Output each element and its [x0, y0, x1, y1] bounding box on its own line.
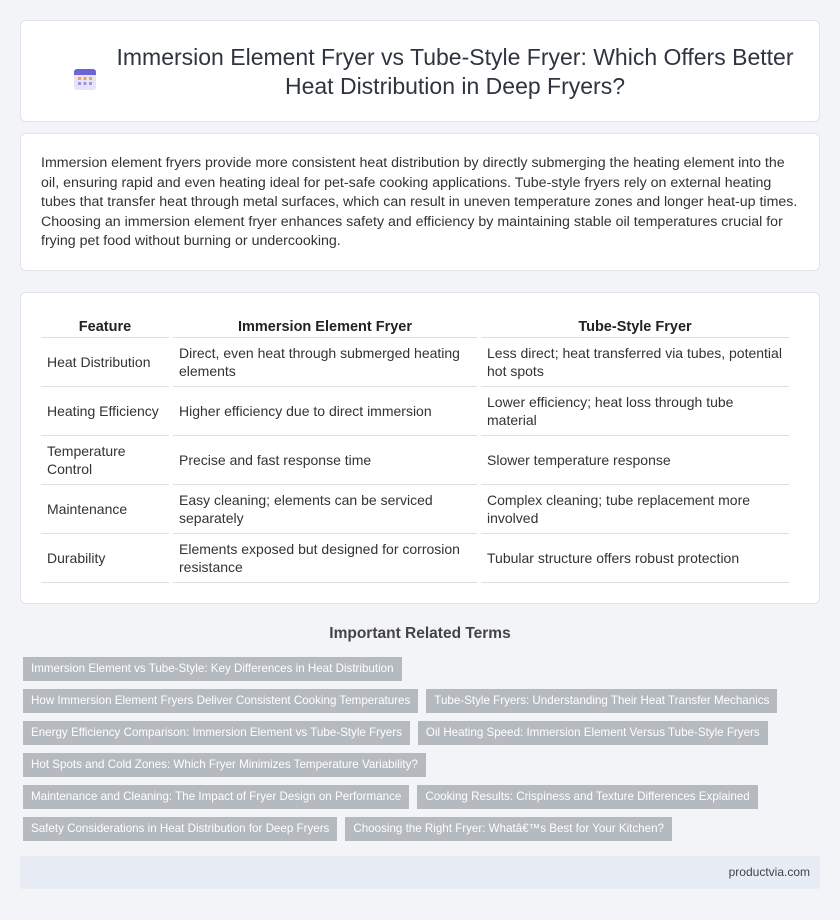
table-row	[41, 534, 789, 583]
table-row	[41, 338, 789, 387]
title-card	[20, 20, 820, 122]
cell-immersion: Precise and fast response time	[173, 436, 477, 485]
comparison-table	[37, 313, 793, 583]
related-term-link[interactable]: Energy Efficiency Comparison: Immersion Element vs Tube-Style Fryers	[23, 721, 410, 745]
table-row	[41, 436, 789, 485]
page-title: Immersion Element Fryer vs Tube-Style Fryer: Which Offers Better Heat Distribution in Deep Fryers?	[116, 44, 794, 99]
table-header-row	[41, 313, 789, 338]
cell-feature: Heat Distribution	[41, 338, 169, 387]
related-term-link[interactable]: Tube-Style Fryers: Understanding Their Heat Transfer Mechanics	[426, 689, 777, 713]
related-term-link[interactable]: Immersion Element vs Tube-Style: Key Differences in Heat Distribution	[23, 657, 402, 681]
header-immersion: Immersion Element Fryer	[173, 313, 477, 338]
related-terms-list	[23, 657, 823, 849]
related-term-link[interactable]: Safety Considerations in Heat Distribution for Deep Fryers	[23, 817, 337, 841]
cell-feature: Heating Efficiency	[41, 387, 169, 436]
cell-feature: Temperature Control	[41, 436, 169, 485]
related-terms-title: Important Related Terms	[329, 625, 511, 642]
related-term-link[interactable]: Oil Heating Speed: Immersion Element Versus Tube-Style Fryers	[418, 721, 768, 745]
cell-immersion: Elements exposed but designed for corrosion resistance	[173, 534, 477, 583]
cell-immersion: Easy cleaning; elements can be serviced separately	[173, 485, 477, 534]
comparison-table-card	[20, 292, 820, 604]
intro-paragraph: Immersion element fryers provide more consistent heat distribution by directly submerging the heating element into the oil, ensuring rapid and even heating ideal for pet-safe cooking applications. Tube-style fryers rely on external heating tubes that transfer heat through metal surfaces, which can result in uneven temperature zones and longer heat-up times. Choosing an immersion element fryer enhances safety and efficiency by maintaining stable oil temperatures crucial for frying pet food without burning or undercooking.	[41, 155, 798, 250]
table-row	[41, 485, 789, 534]
footer-site-name: productvia.com	[728, 865, 810, 879]
cell-tube: Less direct; heat transferred via tubes, potential hot spots	[481, 338, 789, 387]
cell-immersion: Direct, even heat through submerged heating elements	[173, 338, 477, 387]
cell-feature: Durability	[41, 534, 169, 583]
header-feature: Feature	[41, 313, 169, 338]
cell-immersion: Higher efficiency due to direct immersion	[173, 387, 477, 436]
table-row	[41, 387, 789, 436]
related-term-link[interactable]: Cooking Results: Crispiness and Texture Differences Explained	[417, 785, 757, 809]
cell-tube: Complex cleaning; tube replacement more involved	[481, 485, 789, 534]
related-term-link[interactable]: How Immersion Element Fryers Deliver Consistent Cooking Temperatures	[23, 689, 418, 713]
related-term-link[interactable]: Hot Spots and Cold Zones: Which Fryer Minimizes Temperature Variability?	[23, 753, 426, 777]
cell-tube: Tubular structure offers robust protection	[481, 534, 789, 583]
footer	[20, 856, 820, 889]
cell-tube: Slower temperature response	[481, 436, 789, 485]
cell-tube: Lower efficiency; heat loss through tube material	[481, 387, 789, 436]
cell-feature: Maintenance	[41, 485, 169, 534]
related-term-link[interactable]: Maintenance and Cleaning: The Impact of Fryer Design on Performance	[23, 785, 409, 809]
related-term-link[interactable]: Choosing the Right Fryer: Whatâ€™s Best for Your Kitchen?	[345, 817, 672, 841]
calendar-icon	[73, 67, 97, 91]
header-tube: Tube-Style Fryer	[481, 313, 789, 338]
intro-card	[20, 133, 820, 271]
